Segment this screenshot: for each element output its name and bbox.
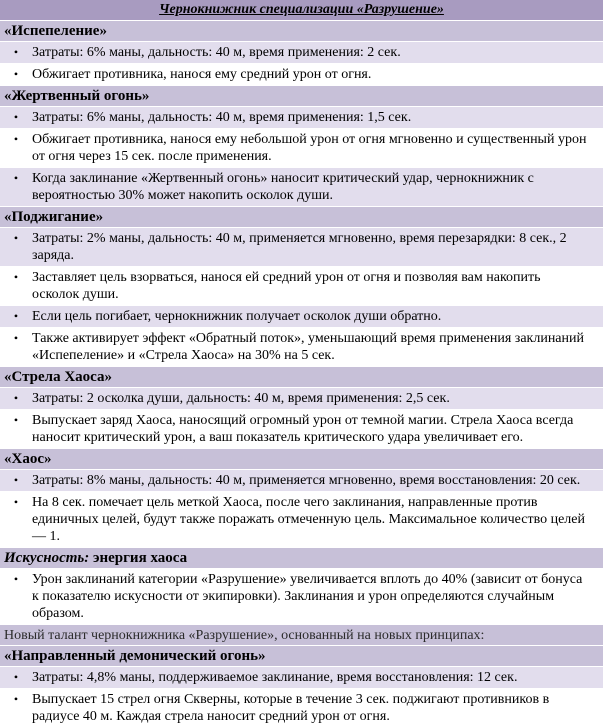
bullet-text: Урон заклинаний категории «Разрушение» увеличивается вплоть до 40% (зависит от бонуса к показателю искусности от экипировки). Заклинания и урон определяются случайным образом.	[32, 572, 583, 621]
mastery-heading	[0, 548, 603, 569]
bullet-item	[0, 470, 603, 492]
bullet-text: Затраты: 2 осколка души, дальность: 40 м, время применения: 2,5 сек.	[32, 391, 450, 406]
spell-heading: «Хаос»	[0, 449, 603, 470]
bullet-item	[0, 689, 603, 728]
bullet-item	[0, 42, 603, 64]
bullet-item	[0, 228, 603, 267]
talent-note: Новый талант чернокнижника «Разрушение», основанный на новых принципах:	[0, 625, 603, 646]
bullet-item	[0, 306, 603, 328]
bullet-item	[0, 569, 603, 625]
bullet-text: Выпускает 15 стрел огня Скверны, которые в течение 3 сек. поджигают противников в радиусе 40 м. Каждая стрела наносит средний урон от огня.	[32, 692, 550, 724]
bullet-icon: •	[13, 309, 19, 323]
mastery-label: Искусность:	[4, 550, 90, 566]
bullet-text: Затраты: 6% маны, дальность: 40 м, время применения: 2 сек.	[32, 45, 401, 60]
bullet-icon: •	[13, 572, 19, 586]
talent-items	[0, 667, 603, 728]
bullet-icon: •	[13, 391, 19, 405]
bullet-item	[0, 64, 603, 86]
bullet-text: Заставляет цель взорваться, нанося ей средний урон от огня и позволяя вам накопить осколок души.	[32, 270, 541, 302]
bullet-icon: •	[13, 270, 19, 284]
bullet-text: Выпускает заряд Хаоса, наносящий огромный урон от темной магии. Стрела Хаоса всегда наносит критический урон, а ваш показатель критического удара увеличивает его.	[32, 413, 574, 445]
bullet-text: Если цель погибает, чернокнижник получает осколок души обратно.	[32, 309, 442, 324]
bullet-icon: •	[13, 45, 19, 59]
bullet-item	[0, 129, 603, 168]
sections-container	[0, 21, 603, 548]
bullet-text: Затраты: 6% маны, дальность: 40 м, время применения: 1,5 сек.	[32, 110, 412, 125]
bullet-item	[0, 492, 603, 548]
bullet-text: Затраты: 4,8% маны, поддерживаемое заклинание, время восстановления: 12 сек.	[32, 670, 518, 685]
bullet-icon: •	[13, 171, 19, 185]
bullet-text: Обжигает противника, нанося ему небольшой урон от огня мгновенно и существенный урон от огня через 15 сек. после применения.	[32, 132, 587, 164]
bullet-item	[0, 267, 603, 306]
spell-heading: «Поджигание»	[0, 207, 603, 228]
bullet-icon: •	[13, 110, 19, 124]
bullet-icon: •	[13, 473, 19, 487]
bullet-icon: •	[13, 231, 19, 245]
bullet-icon: •	[13, 413, 19, 427]
mastery-items	[0, 569, 603, 625]
bullet-item	[0, 328, 603, 367]
mastery-name: энергия хаоса	[93, 550, 188, 566]
bullet-item	[0, 667, 603, 689]
bullet-icon: •	[13, 67, 19, 81]
bullet-item	[0, 388, 603, 410]
spell-heading: «Испепеление»	[0, 21, 603, 42]
bullet-text: Обжигает противника, нанося ему средний урон от огня.	[32, 67, 372, 82]
bullet-text: На 8 сек. помечает цель меткой Хаоса, после чего заклинания, направленные против единичных целей, будут также поражать отмеченную цель. Максимальное количество целей — 1.	[32, 495, 585, 544]
spell-heading: «Стрела Хаоса»	[0, 367, 603, 388]
bullet-item	[0, 168, 603, 207]
bullet-icon: •	[13, 132, 19, 146]
talent-heading: «Направленный демонический огонь»	[0, 646, 603, 667]
spell-heading: «Жертвенный огонь»	[0, 86, 603, 107]
bullet-icon: •	[13, 495, 19, 509]
bullet-icon: •	[13, 670, 19, 684]
bullet-icon: •	[13, 331, 19, 345]
bullet-text: Когда заклинание «Жертвенный огонь» наносит критический удар, чернокнижник с вероятностью 30% может накопить осколок души.	[32, 171, 534, 203]
bullet-icon: •	[13, 692, 19, 706]
bullet-text: Также активирует эффект «Обратный поток», уменьшающий время применения заклинаний «Испепеление» и «Стрела Хаоса» на 30% на 5 сек.	[32, 331, 585, 363]
bullet-item	[0, 107, 603, 129]
bullet-text: Затраты: 8% маны, дальность: 40 м, применяется мгновенно, время восстановления: 20 сек.	[32, 473, 581, 488]
bullet-text: Затраты: 2% маны, дальность: 40 м, применяется мгновенно, время перезарядки: 8 сек., 2 заряда.	[32, 231, 567, 263]
document-title: Чернокнижник специализации «Разрушение»	[0, 0, 603, 21]
bullet-item	[0, 410, 603, 449]
